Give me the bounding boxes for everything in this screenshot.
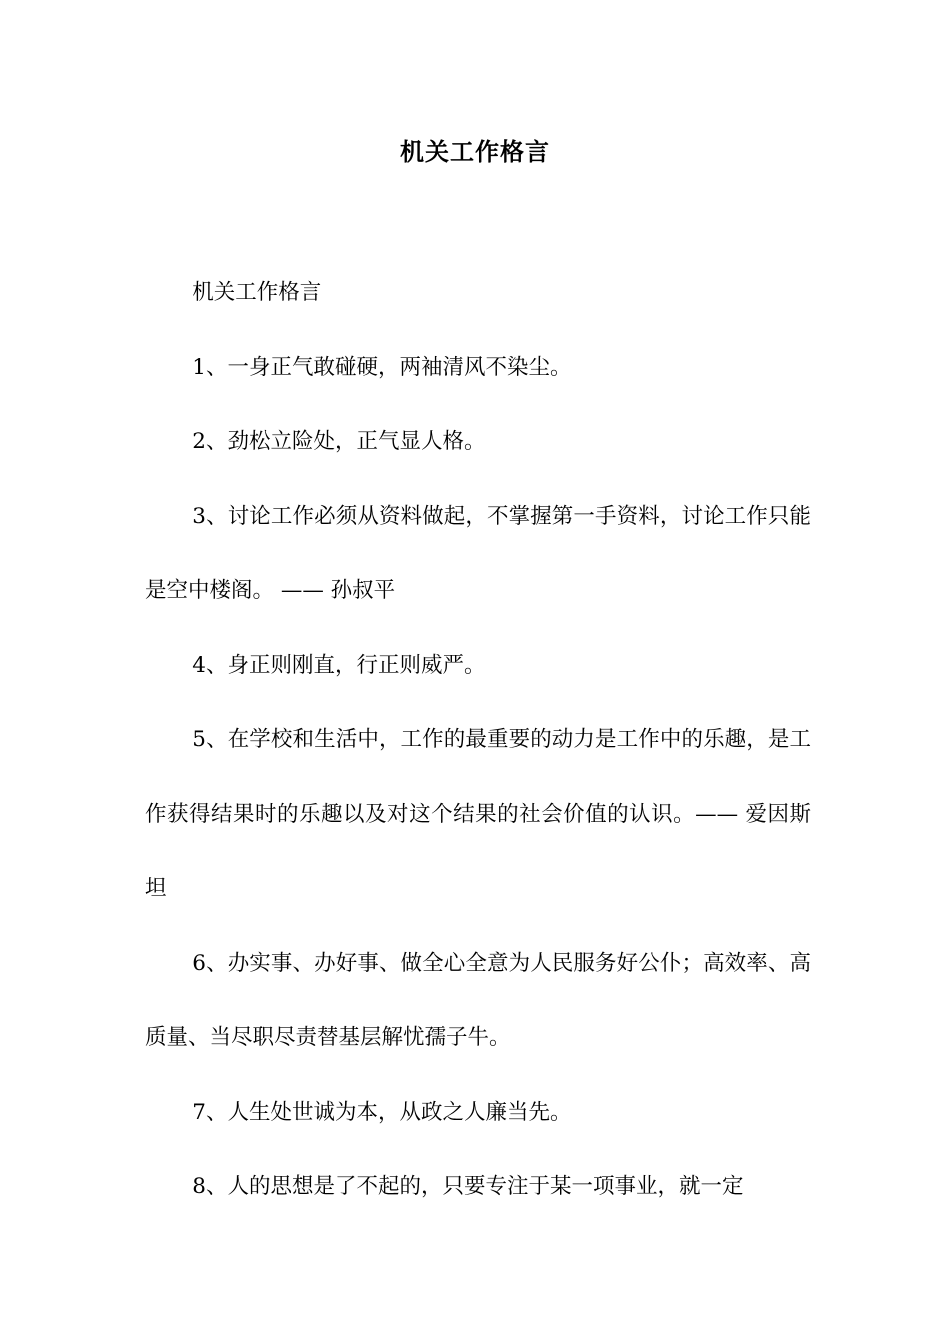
paragraph-motto-2: 2、劲松立险处，正气显人格。 bbox=[192, 429, 486, 454]
paragraph-motto-5: 5、在学校和生活中，工作的最重要的动力是工作中的乐趣，是工作获得结果时的乐趣以及对这个结果的社会价值的认识。—— 爱因斯坦 bbox=[145, 727, 811, 901]
paragraph-heading: 机关工作格言 bbox=[192, 280, 322, 305]
paragraph-motto-6: 6、办实事、办好事、做全心全意为人民服务好公仆；高效率、高质量、当尽职尽责替基层解忧孺子牛。 bbox=[145, 950, 811, 1050]
paragraph-motto-7: 7、人生处世诚为本，从政之人廉当先。 bbox=[192, 1099, 572, 1125]
document-body bbox=[145, 256, 811, 1225]
paragraph-motto-3: 3、讨论工作必须从资料做起，不掌握第一手资料，讨论工作只能是空中楼阁。 —— 孙叔平 bbox=[145, 503, 811, 603]
document-title: 机关工作格言 bbox=[400, 137, 550, 166]
paragraph-motto-4: 4、身正则刚直，行正则威严。 bbox=[192, 652, 486, 678]
paragraph-motto-1: 1、一身正气敢碰硬，两袖清风不染尘。 bbox=[192, 354, 572, 380]
paragraph-motto-8: 8、人的思想是了不起的，只要专注于某一项事业，就一定 bbox=[192, 1174, 744, 1199]
